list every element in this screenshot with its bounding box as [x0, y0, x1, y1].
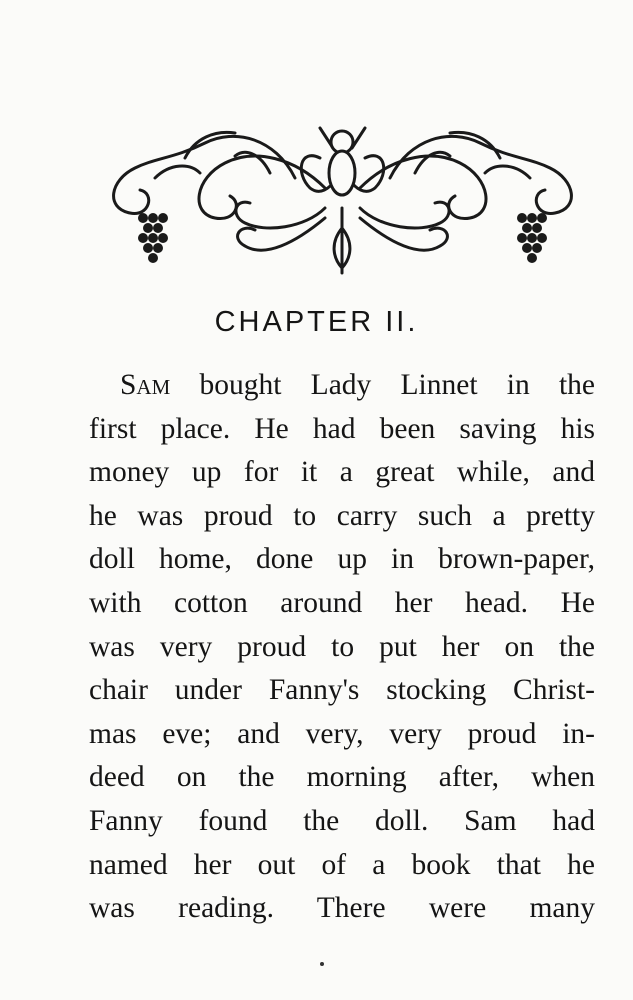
text-line: was very proud to put her on the	[89, 630, 595, 663]
text-line: mas eve; and very, very proud in-	[89, 717, 595, 750]
chapter-body	[89, 364, 595, 931]
text-line: first place. He had been saving his	[89, 412, 595, 445]
ink-speck	[320, 962, 324, 966]
text-line: deed on the morning after, when	[89, 761, 595, 794]
drop-word: Sam	[120, 369, 171, 401]
text-line: money up for it a great while, and	[89, 456, 595, 489]
text-line: doll home, done up in brown-paper,	[89, 543, 595, 576]
text-line: he was proud to carry such a pretty	[89, 499, 595, 532]
text-line: Sam bought Lady Linnet in the	[120, 369, 595, 401]
text-line: was reading. There were many	[89, 892, 595, 925]
text-line: named her out of a book that he	[89, 848, 595, 881]
text-line: chair under Fanny's stocking Christ-	[89, 674, 595, 707]
cherub-scroll-ornament-icon	[95, 118, 590, 278]
text-line: with cotton around her head. He	[89, 586, 595, 619]
chapter-title: CHAPTER II.	[214, 306, 419, 338]
text-line: Fanny found the doll. Sam had	[89, 804, 595, 837]
